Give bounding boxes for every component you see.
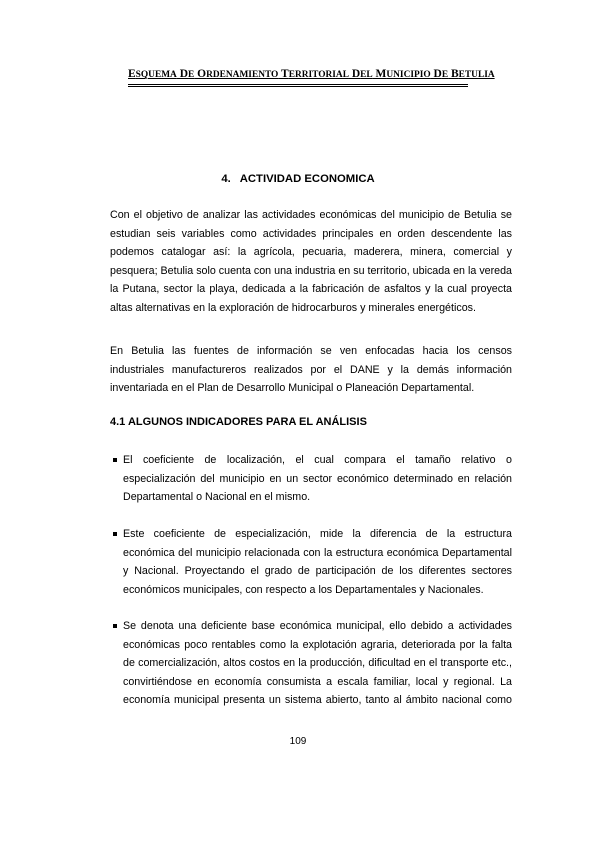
page-number: 109: [289, 736, 307, 747]
text-line: Se denota una deficiente base económica municipal, ello debido a actividades: [123, 620, 512, 632]
text-line: económicas poco rentables como la explotación agraria, deteriorada por la falta: [123, 638, 512, 651]
text-line: economía municipal presenta un sistema abierto, tanto al ámbito nacional como: [123, 694, 512, 706]
subheading: 4.1 ALGUNOS INDICADORES PARA EL ANÁLISIS: [110, 416, 367, 428]
bullet-square-icon: [113, 624, 117, 628]
bullet-item: [110, 617, 512, 710]
bullet-text: [123, 525, 512, 599]
bullet-item: [110, 451, 512, 507]
header-word: DE: [176, 68, 195, 80]
text-line: estudian seis variables como actividades principales en orden descendente las: [110, 227, 512, 240]
text-line: convirtiéndose en economía consumista a escala familiar, local y regional. La: [123, 675, 512, 688]
header-rule: [128, 84, 468, 85]
paragraph-sources: [110, 342, 512, 398]
header-word: ORDENAMIENTO: [194, 68, 279, 80]
text-line: económicos municipales, con respecto a los Departamentales y Nacionales.: [123, 583, 484, 596]
text-line: altas alternativas en la exploración de hidrocarburos y minerales energéticos.: [110, 301, 476, 314]
text-line: Departamental o Nacional en el mismo.: [123, 491, 311, 503]
text-line: económica del municipio relacionada con la estructura económica Departamental: [123, 546, 512, 559]
bullet-text: [123, 451, 512, 507]
header-word: DE: [430, 68, 449, 80]
text-line: la Putana, sector la playa, dedicada a la fabricación de asfaltos y la cual proyecta: [110, 283, 512, 295]
text-line: industriales manufactureros realizados por el DANE y la demás información: [110, 363, 512, 376]
text-line: y Nacional. Proyectando el grado de participación de los diferentes sectores: [123, 565, 512, 577]
running-header: [128, 68, 495, 80]
text-line: El coeficiente de localización, el cual compara el tamaño relativo o: [123, 454, 512, 466]
header-word: DEL: [348, 68, 373, 80]
text-line: inventariada en el Plan de Desarrollo Municipal o Planeación Departamental.: [110, 382, 475, 394]
text-line: especialización del municipio en un sector económico determinado en relación: [123, 472, 512, 485]
text-line: Con el objetivo de analizar las actividades económicas del municipio de Betulia se: [110, 209, 512, 221]
text-line: En Betulia las fuentes de información se ven enfocadas hacia los censos: [110, 345, 512, 357]
text-line: pesquera; Betulia solo cuenta con una industria en su territorio, ubicada en la vereda: [110, 264, 512, 277]
header-word: BETULIA: [448, 68, 495, 80]
text-line: de comercialización, altos costos en la producción, dificultad en el transporte etc.,: [123, 657, 512, 669]
header-word: ESQUEMA: [128, 68, 177, 80]
text-line: podemos catalogar así: la agrícola, pecuaria, maderera, minera, comercial y: [110, 246, 512, 258]
bullet-square-icon: [113, 532, 117, 536]
header-word: MUNICIPIO: [372, 68, 431, 80]
text-line: Este coeficiente de especialización, mide la diferencia de la estructura: [123, 528, 512, 540]
bullet-item: [110, 525, 512, 599]
paragraph-objective: [110, 206, 512, 317]
section-title: 4. ACTIVIDAD ECONOMICA: [221, 173, 375, 185]
bullet-square-icon: [113, 458, 117, 462]
bullet-text: [123, 617, 512, 710]
header-rule-thick: [128, 86, 468, 87]
header-word: TERRITORIAL: [278, 68, 349, 80]
